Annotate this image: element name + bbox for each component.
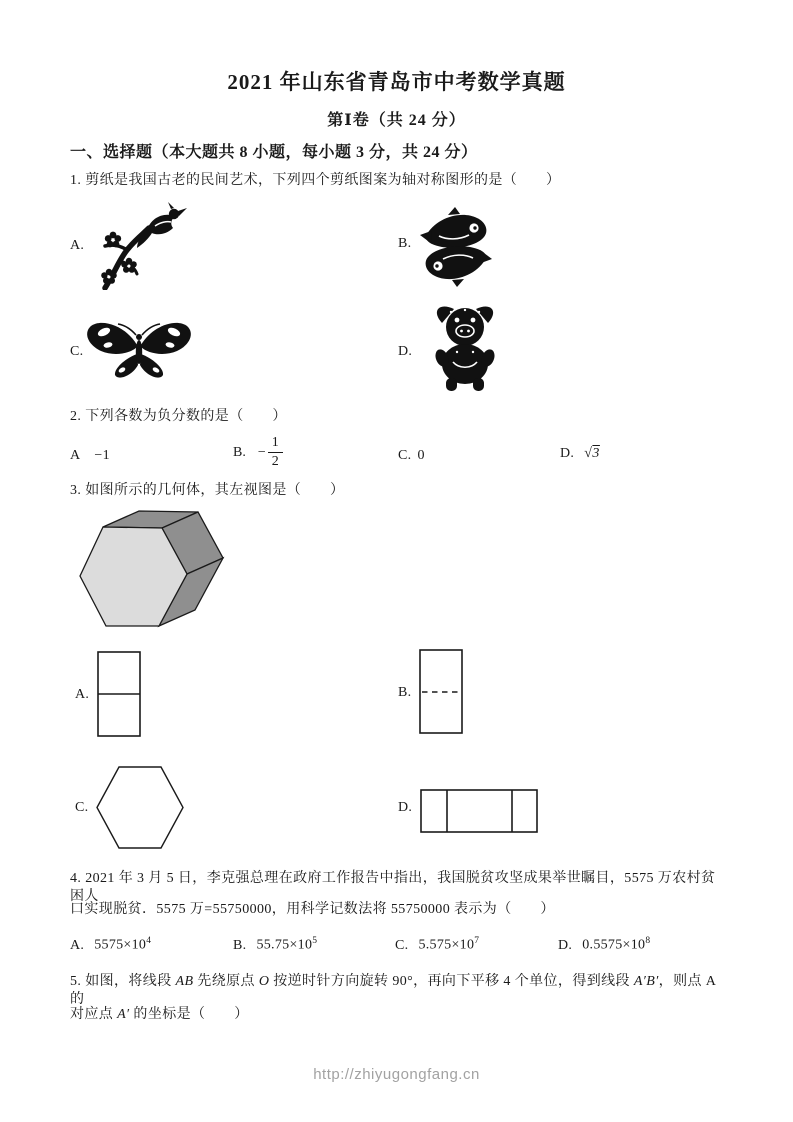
papercut-double-fish-image	[419, 206, 493, 288]
math-segment-A1: A′	[117, 1007, 130, 1022]
question-4-text-line2: 口实现脱贫．5575 万=55750000，用科学记数法将 55750000 表示为（ ）	[70, 902, 555, 917]
minus-sign: −	[257, 444, 266, 460]
q2-option-b	[233, 434, 283, 471]
q1-option-a-label: A.	[70, 238, 85, 253]
hexagonal-prism-figure	[70, 499, 230, 634]
q2-option-c	[398, 448, 425, 464]
q5-segment: 先绕原点	[193, 974, 259, 989]
q2-option-c-label: C.	[398, 448, 412, 463]
math-segment-O: O	[258, 974, 270, 989]
plum-flower	[105, 232, 121, 248]
q1-option-c-label: C.	[70, 344, 84, 359]
q1-option-b-label: B.	[398, 236, 412, 251]
q4-option-c-exponent: 7	[474, 936, 480, 946]
q3-option-d-label: D.	[398, 800, 413, 815]
q5-segment: 按逆时针方向旋转 90°，再向下平移 4 个单位，得到线段	[269, 974, 634, 989]
q4-option-c-label: C.	[395, 937, 409, 953]
q4-option-a-label: A.	[70, 937, 85, 953]
math-segment-AB: AB	[175, 974, 194, 989]
q2-option-a	[70, 448, 110, 464]
q4-option-a	[70, 936, 151, 954]
radical-sign: √	[584, 446, 593, 461]
q2-option-a-value: −1	[94, 448, 110, 463]
fraction	[268, 434, 283, 471]
section-heading: 一、选择题（本大题共 8 小题，每小题 3 分，共 24 分）	[70, 144, 478, 161]
page-title: 2021 年山东省青岛市中考数学真题	[227, 70, 566, 94]
view-option-a-figure	[97, 651, 141, 737]
view-option-b-figure	[419, 649, 463, 734]
question-5-text-line2	[70, 1006, 730, 1024]
q4-option-c-base: 5.575×10	[418, 937, 475, 953]
q4-option-d-base: 0.5575×10	[582, 937, 646, 953]
footer-url: http://zhiyugongfang.cn	[313, 1066, 480, 1083]
q4-option-a-base: 5575×10	[94, 937, 147, 953]
q2-option-b-label: B.	[233, 444, 246, 460]
q4-option-c	[395, 936, 479, 954]
q4-option-a-exponent: 4	[146, 936, 152, 946]
view-option-d-figure	[420, 789, 538, 833]
q3-option-a-label: A.	[75, 687, 90, 702]
q2-option-d-label: D.	[560, 446, 575, 461]
papercut-butterfly-image	[82, 317, 196, 383]
q1-option-d-label: D.	[398, 344, 413, 359]
papercut-bird-plum-image	[95, 202, 187, 290]
question-4-text-line1: 4. 2021 年 3 月 5 日，李克强总理在政府工作报告中指出，我国脱贫攻坚成果举世瞩目，5575 万农村贫困人	[70, 871, 716, 905]
view-option-c-figure	[94, 764, 186, 851]
q5-segment: 的坐标是（ ）	[129, 1007, 249, 1022]
q4-option-b-label: B.	[233, 937, 247, 953]
q4-option-b-exponent: 5	[312, 936, 318, 946]
papercut-pig-image	[429, 302, 501, 392]
q4-option-b	[233, 936, 317, 954]
q4-option-d-label: D.	[558, 937, 573, 953]
q2-option-a-label: A	[70, 448, 81, 463]
q4-option-b-base: 55.75×10	[256, 937, 313, 953]
q2-option-d	[560, 446, 600, 462]
q4-option-d-exponent: 8	[645, 936, 651, 946]
question-2-text: 2. 下列各数为负分数的是（ ）	[70, 409, 287, 424]
fraction-denominator: 2	[268, 452, 283, 471]
bird	[137, 202, 187, 248]
q3-option-c-label: C.	[75, 800, 89, 815]
math-segment-A1B1: A′B′	[633, 974, 659, 989]
q5-segment: 对应点	[70, 1007, 118, 1022]
q2-option-c-value: 0	[417, 448, 425, 463]
radicand: 3	[592, 446, 600, 461]
q5-segment: ，则点 A 的	[70, 974, 716, 1008]
fraction-numerator: 1	[271, 435, 279, 450]
question-3-text: 3. 如图所示的几何体，其左视图是（ ）	[70, 483, 345, 498]
q5-segment: 5. 如图，将线段	[70, 974, 176, 989]
q4-option-d	[558, 936, 650, 954]
volume-heading: 第Ⅰ卷（共 24 分）	[327, 112, 466, 129]
q3-option-b-label: B.	[398, 685, 412, 700]
question-5-text-line1	[70, 973, 730, 1009]
question-1-text: 1. 剪纸是我国古老的民间艺术，下列四个剪纸图案为轴对称图形的是（ ）	[70, 173, 561, 188]
